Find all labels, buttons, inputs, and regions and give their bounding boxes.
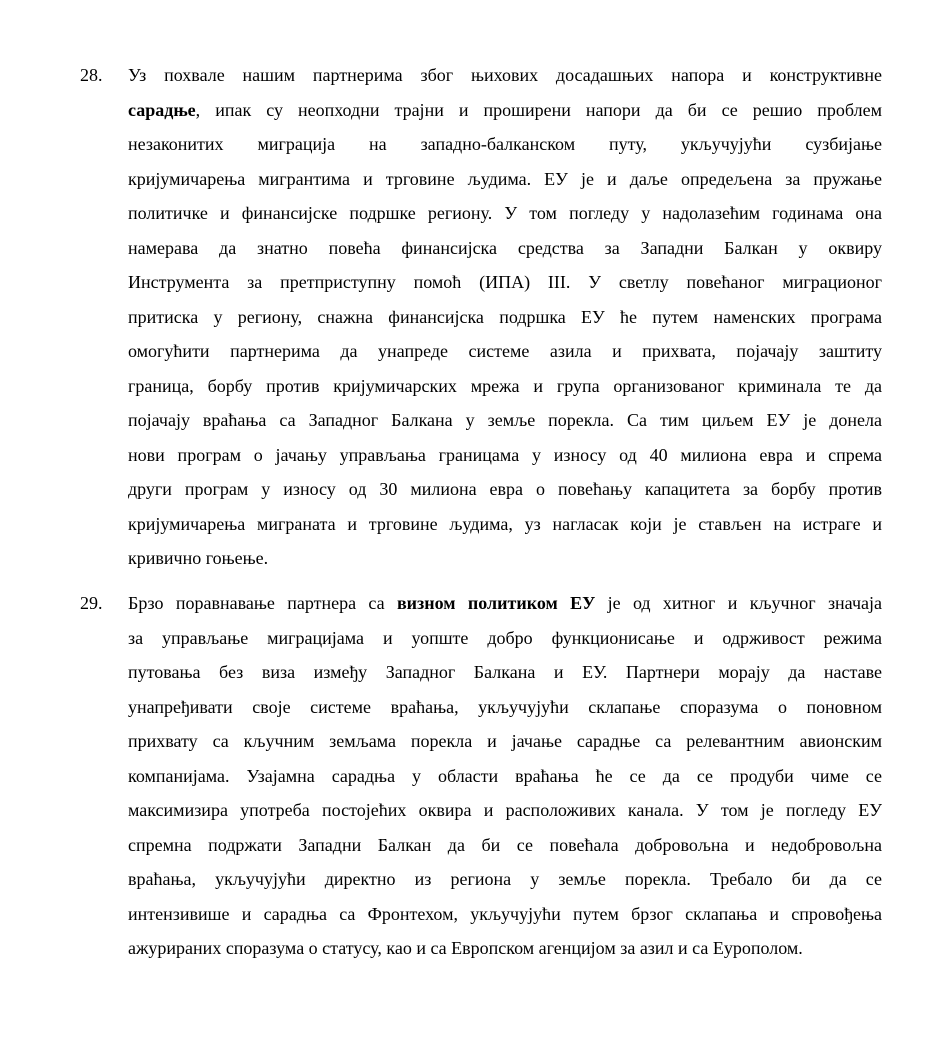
text-run: спремна подржати Западни Балкан да би се повећала добровољна и недобровољна <box>128 834 882 855</box>
text-line <box>128 897 882 932</box>
text-line <box>128 231 882 266</box>
text-line <box>128 541 882 576</box>
text-line <box>128 621 882 656</box>
text-run: унапређивати своје системе враћања, укључујући склапање споразума о поновном <box>128 696 882 717</box>
text-line <box>128 334 882 369</box>
text-run: други програм у износу од 30 милиона евра о повећању капацитета за борбу против <box>128 479 882 499</box>
text-line <box>128 403 882 438</box>
text-run: појачају враћања са Западног Балкана у земље порекла. Са тим циљем ЕУ је донела <box>128 410 882 430</box>
text-line <box>128 162 882 197</box>
text-line <box>128 438 882 473</box>
text-run: граница, борбу против кријумичарских мрежа и група организованог криминала те да <box>128 375 882 396</box>
text-run: , ипак су неопходни трајни и проширени напори да би се решио проблем <box>195 99 882 120</box>
text-line <box>128 586 882 621</box>
text-run: интензивише и сарадња са Фронтехом, укључујући путем брзог склапања и спровођења <box>128 903 882 924</box>
text-line <box>128 300 882 335</box>
text-line <box>128 724 882 759</box>
text-run: компанијама. Узајамна сарадња у области враћања ће се да се продуби чиме се <box>128 765 882 786</box>
text-line <box>128 690 882 725</box>
text-run: за управљање миграцијама и уопште добро функционисање и одрживост режима <box>128 627 882 648</box>
text-line <box>128 472 882 507</box>
paragraph-28 <box>80 58 882 576</box>
text-run: Брзо поравнавање партнера са <box>128 593 397 613</box>
paragraph-29 <box>80 586 882 966</box>
text-line <box>128 265 882 300</box>
text-run: максимизира употреба постојећих оквира и расположивих канала. У том је погледу ЕУ <box>128 800 882 820</box>
text-run: враћања, укључујући директно из региона у земље порекла. Требало би да се <box>128 869 882 889</box>
text-line <box>128 196 882 231</box>
text-run: омогућити партнерима да унапреде системе азила и прихвата, појачају заштиту <box>128 341 882 361</box>
text-line <box>128 931 882 966</box>
text-line <box>128 93 882 128</box>
text-run: нови програм о јачању управљања границама у износу од 40 милиона евра и спрема <box>128 444 882 465</box>
text-line <box>128 862 882 897</box>
text-run: намерава да знатно повећа финансијска средства за Западни Балкан у оквиру <box>128 237 882 258</box>
text-line <box>128 127 882 162</box>
text-run: Инструмента за претприступну помоћ (ИПА) III. У светлу повећаног миграционог <box>128 272 882 292</box>
text-run: прихвату са кључним земљама порекла и јачање сарадње са релевантним авионским <box>128 731 882 751</box>
text-run: је од хитног и кључног значаја <box>595 593 882 613</box>
text-run: притиска у региону, снажна финансијска подршка ЕУ ће путем наменских програма <box>128 306 882 327</box>
text-run: незаконитих миграција на западно-балканском путу, укључујући сузбијање <box>128 134 882 154</box>
paragraph-number: 29. <box>80 593 103 613</box>
text-line <box>128 759 882 794</box>
text-run: кријумичарења мигрантима и трговине људима. ЕУ је и даље опредељена за пружање <box>128 168 882 189</box>
text-line <box>128 828 882 863</box>
paragraph-number: 28. <box>80 65 103 85</box>
text-run: путовања без виза између Западног Балкана и ЕУ. Партнери морају да наставе <box>128 662 882 682</box>
paragraph-body <box>128 58 882 576</box>
text-line <box>128 507 882 542</box>
text-line <box>128 793 882 828</box>
text-run: ажурираних споразума о статусу, као и са Европском агенцијом за азил и са Еурополом. <box>128 938 803 958</box>
text-line <box>128 58 882 93</box>
bold-text: сарадње <box>128 99 196 120</box>
text-run: кријумичарења миграната и трговине људима, уз нагласак који је стављен на истраге и <box>128 513 882 534</box>
bold-text: визном политиком ЕУ <box>396 593 596 613</box>
text-run: кривично гоњење. <box>128 548 269 568</box>
text-run: Уз похвале нашим партнерима због њихових досадашњих напора и конструктивне <box>128 65 882 85</box>
text-line <box>128 369 882 404</box>
text-run: политичке и финансијске подршке региону. У том погледу у надолазећим годинама она <box>128 203 882 223</box>
paragraph-body <box>128 586 882 966</box>
text-line <box>128 655 882 690</box>
